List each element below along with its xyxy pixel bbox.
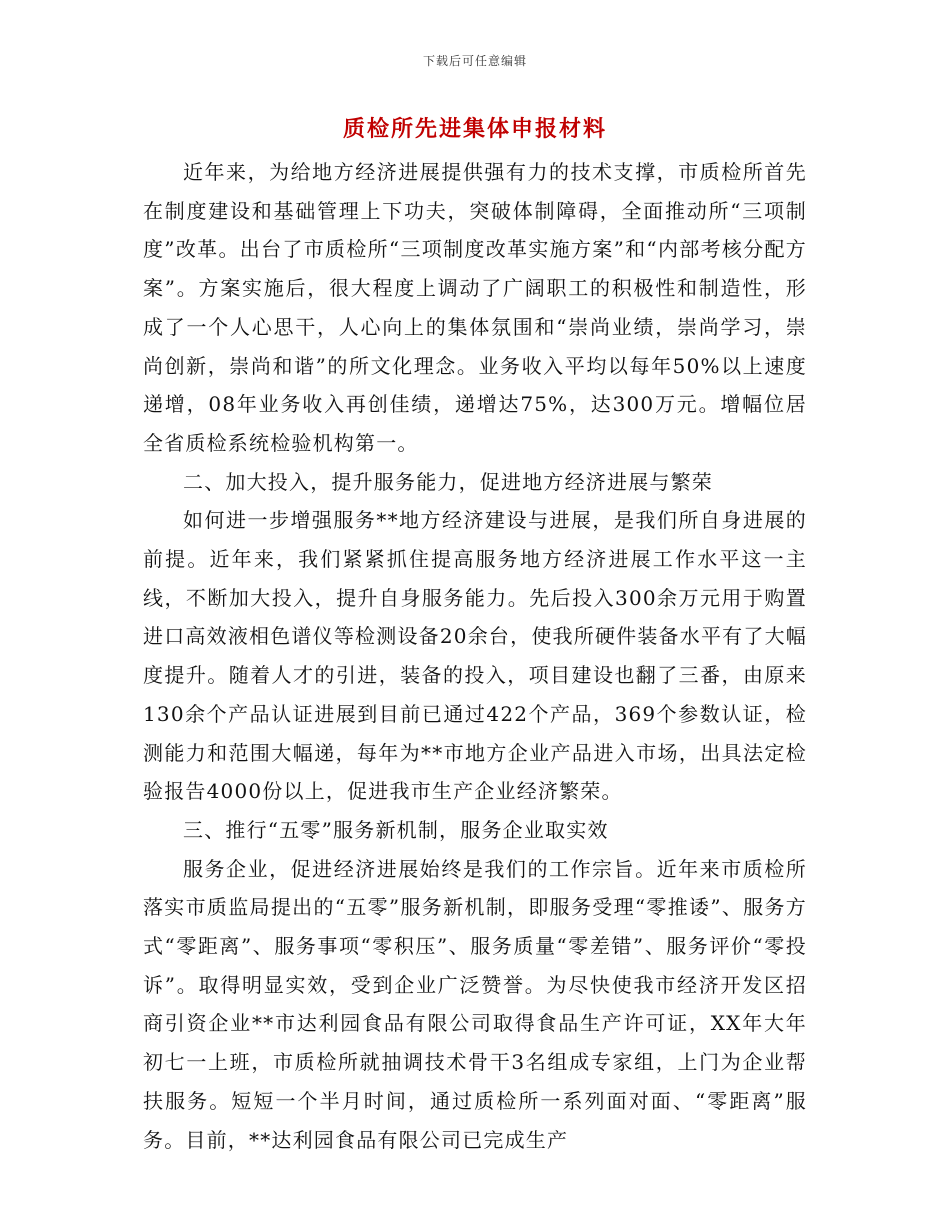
section-heading-service: 三、推行“五零”服务新机制，服务企业取实效 (183, 817, 609, 842)
page-header-note: 下载后可任意编辑 (422, 54, 527, 68)
paragraph-reform: 近年来，为给地方经济进展提供强有力的技术支撑，市质检所首先在制度建设和基础管理上下功夫，突破体制障碍，全面推动所“三项制度”改革。出台了市质检所“三项制度改革实施方案”和“内部考核分配方案”。方案实施后，很大程度上调动了广阔职工的积极性和制造性，形成了一个人心思干，人心向上的集体氛围和“崇尚业绩，崇尚学习，崇尚创新，崇尚和谐”的所文化理念。业务收入平均以每年50%以上速度递增，08年业务收入再创佳绩，递增达75%，达300万元。增幅位居全省质检系统检验机构第一。 (143, 160, 807, 455)
document-title: 质检所先进集体申报材料 (342, 117, 607, 142)
paragraph-service: 服务企业，促进经济进展始终是我们的工作宗旨。近年来市质检所落实市质监局提出的“五零”服务新机制，即服务受理“零推诿”、服务方式“零距离”、服务事项“零积压”、服务质量“零差错”、服务评价“零投诉”。取得明显实效，受到企业广泛赞誉。为尽快使我市经济开发区招商引资企业**市达利园食品有限公司取得食品生产许可证，XX年大年初七一上班，市质检所就抽调技术骨干3名组成专家组，上门为企业帮扶服务。短短一个半月时间，通过质检所一系列面对面、“零距离”服务。目前，**达利园食品有限公司已完成生产 (143, 856, 807, 1152)
document-body (143, 153, 807, 1159)
section-heading-investment: 二、加大投入，提升服务能力，促进地方经济进展与繁荣 (183, 469, 713, 494)
paragraph-investment: 如何进一步增强服务**地方经济建设与进展，是我们所自身进展的前提。近年来，我们紧紧抓住提高服务地方经济进展工作水平这一主线，不断加大投入，提升自身服务能力。先后投入300余万元用于购置进口高效液相色谱仪等检测设备20余台，使我所硬件装备水平有了大幅度提升。随着人才的引进，装备的投入，项目建设也翻了三番，由原来130余个产品认证进展到目前已通过422个产品，369个参数认证，检测能力和范围大幅递，每年为**市地方企业产品进入市场，出具法定检验报告4000份以上，促进我市生产企业经济繁荣。 (143, 508, 807, 804)
